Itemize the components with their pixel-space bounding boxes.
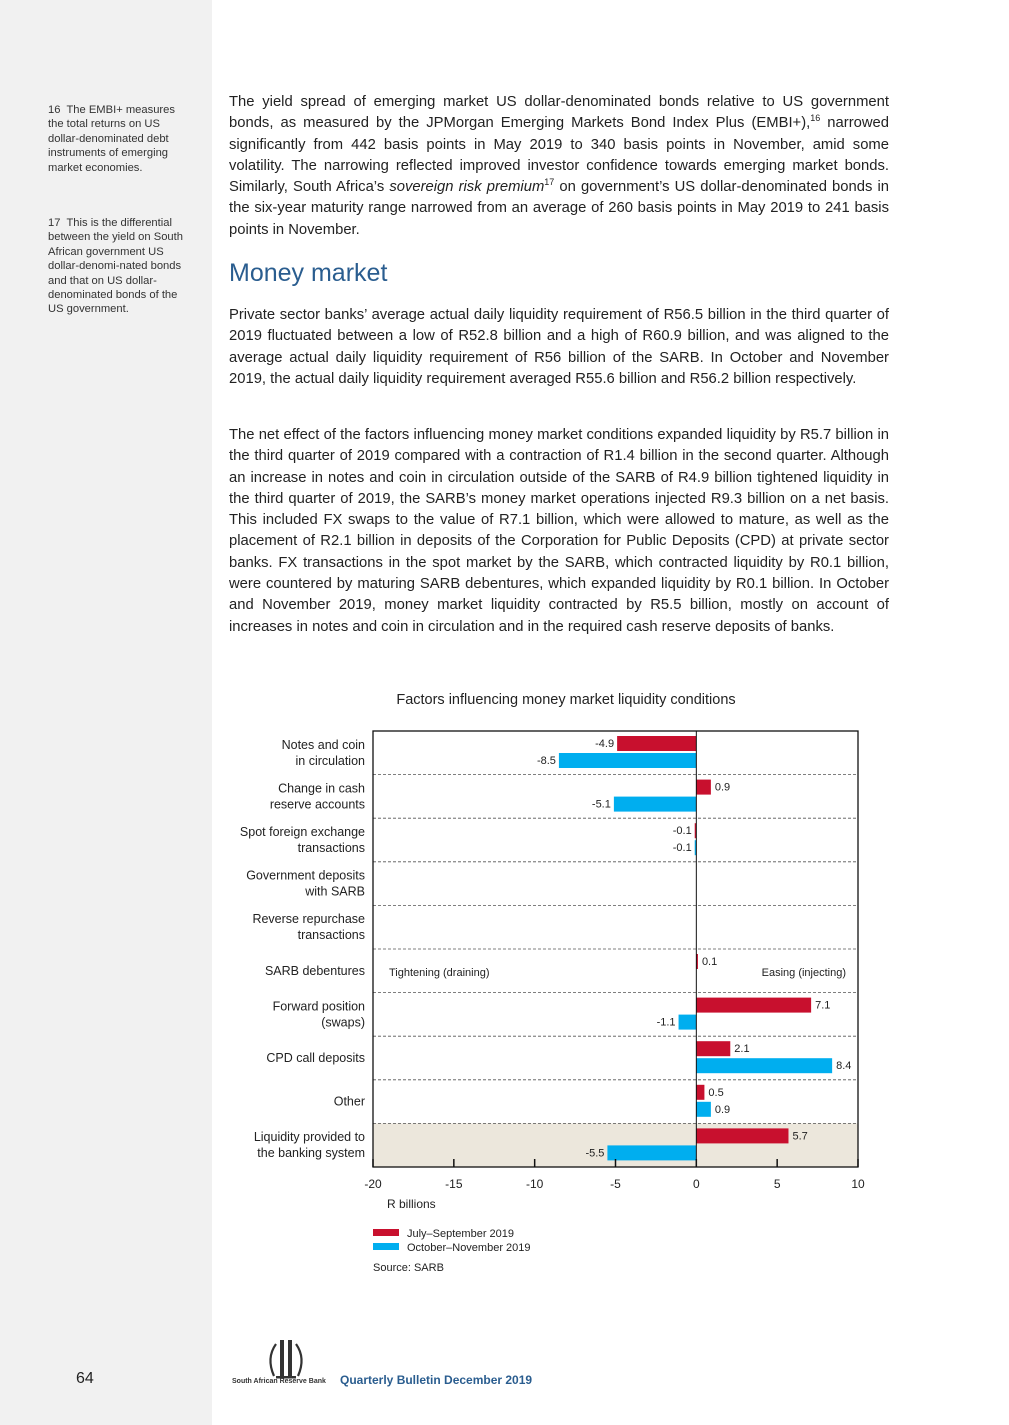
category-label: Forward position (swaps) (272, 999, 365, 1030)
category-label: CPD call deposits (266, 1051, 365, 1065)
paragraph-text: Private sector banks’ average actual daily liquidity requirement of R56.5 billion in the third quarter of 2019 fluctuated between a low of R52.8 billion and a high of R60.9 billion, and was aligned to the average actual daily liquidity requirement of R56 billion of the SARB. In October and November 2019, the actual daily liquidity requirement averaged R55.6 billion and R56.2 billion respectively. (229, 307, 889, 387)
x-tick-label: 0 (692, 1177, 700, 1191)
legend-swatch-jul-sep (373, 1229, 399, 1236)
bar-value-label: -8.5 (536, 755, 556, 767)
paragraph-text: The net effect of the factors influencing money market conditions expanded liquidity by R5.7 billion in the third quarter of 2019 compared with a contraction of R1.4 billion in the second quarter. Although an increase in notes and coin in circulation outside of the SARB of R4.9 billion tightened liquidity in the third quarter of 2019, the SARB’s money market operations injected R9.3 billion on a net basis. This included FX swaps to the value of R7.1 billion, which were allowed to mature, as well as the placement of R2.1 billion in deposits of the Corporation for Public Deposits (CPD) at private sector banks. FX transactions in the spot market by the SARB, which contracted liquidity by R0.1 billion, were countered by maturing SARB debentures, which expanded liquidity by R0.1 billion. In October and November 2019, money market liquidity contracted by R5.5 billion, mostly on account of increases in notes and coin in circulation and in the required cash reserve deposits of banks. (229, 427, 889, 635)
x-tick-label: -5 (610, 1177, 621, 1191)
page-number: 64 (76, 1370, 94, 1387)
x-tick-label: -10 (525, 1177, 544, 1191)
bar-value-label: 7.1 (815, 999, 831, 1012)
annotation-easing: Easing (injecting) (761, 966, 846, 979)
category-label: Other (333, 1094, 365, 1109)
bar-value-label: 0.9 (714, 1103, 731, 1116)
legend-label-oct-nov: October–November 2019 (407, 1242, 531, 1254)
bar (679, 1015, 697, 1030)
bar-value-label: -5.1 (591, 798, 611, 811)
x-tick-label: 10 (851, 1177, 865, 1191)
bar-value-label: 0.5 (708, 1086, 724, 1099)
bar (559, 753, 696, 768)
category-label: Liquidity provided to the banking system (253, 1130, 365, 1161)
annotation-tightening: Tightening (draining) (389, 966, 490, 979)
chart-plot-area (240, 731, 865, 1191)
footnote-number: 16 (48, 104, 61, 116)
publication-title: Quarterly Bulletin December 2019 (340, 1373, 533, 1387)
category-label: Notes and coin in circulation (281, 737, 365, 768)
bar (696, 1041, 730, 1056)
section-heading: Money market (229, 259, 388, 287)
x-tick-label: -20 (364, 1177, 382, 1191)
footnote-text: This is the differential between the yield on South African government US dollar-denomi-nated bonds and that on US dollar-denominated bonds of the US government. (48, 217, 183, 316)
bar-value-label: -5.5 (585, 1147, 605, 1160)
bar-value-label: 0.9 (714, 781, 731, 794)
bar (696, 780, 711, 795)
bar (696, 1058, 832, 1073)
category-label: Spot foreign exchange transactions (239, 825, 365, 855)
paragraph-text: on government’s US dollar-denominated bonds in the six-year maturity range narrowed from an average of 260 basis points in May 2019 to 241 basis points in November. (229, 179, 889, 238)
footnote-ref-17[interactable]: 17 (544, 177, 555, 188)
category-label: Reverse repurchase transactions (252, 912, 365, 943)
logo-text: South African Reserve Bank (232, 1378, 326, 1385)
bar (696, 1128, 788, 1143)
legend-swatch-oct-nov (373, 1243, 399, 1250)
category-label: Change in cash reserve accounts (269, 781, 365, 812)
bar-value-label: -4.9 (595, 738, 615, 750)
bar-value-label: 2.1 (734, 1043, 750, 1056)
x-axis-label: R billions (387, 1197, 436, 1211)
category-label: SARB debentures (264, 963, 365, 978)
category-label: Government deposits with SARB (246, 868, 365, 899)
emphasis-term: sovereign risk premium (389, 179, 545, 196)
bar-value-label: 0.1 (701, 956, 718, 968)
bar (614, 797, 696, 812)
bar (617, 736, 696, 751)
bar-value-label: 5.7 (792, 1130, 808, 1143)
footnote-number: 17 (48, 217, 61, 229)
bar-value-label: 8.4 (836, 1060, 852, 1073)
chart-source: Source: SARB (373, 1262, 444, 1274)
chart-title: Factors influencing money market liquidity conditions (396, 692, 736, 708)
bar (696, 1085, 704, 1100)
bar-value-label: -0.1 (672, 842, 692, 855)
paragraph-text: The yield spread of emerging market US dollar-denominated bonds relative to US government bonds, as measured by the JPMorgan Emerging Markets Bond Index Plus (EMBI+), (229, 94, 889, 132)
paragraph-text: narrowed significantly from 442 basis points in May 2019 to 340 basis points in November, amid some volatility. The narrowing reflected improved investor confidence towards emerging market bonds. Similarly, South Africa’s (229, 115, 889, 196)
footnote-text: The EMBI+ measures the total returns on US dollar-denominated debt instruments of emerging market economies. (48, 104, 175, 174)
footnote-ref-16[interactable]: 16 (810, 113, 821, 124)
legend-label-jul-sep: July–September 2019 (407, 1228, 515, 1240)
x-tick-label: -15 (445, 1177, 463, 1191)
bar-value-label: -0.1 (672, 825, 692, 838)
bar (696, 1102, 711, 1117)
x-tick-label: 5 (773, 1177, 781, 1191)
bar (607, 1145, 696, 1160)
bar (696, 998, 811, 1013)
bar-value-label: -1.1 (656, 1016, 676, 1029)
